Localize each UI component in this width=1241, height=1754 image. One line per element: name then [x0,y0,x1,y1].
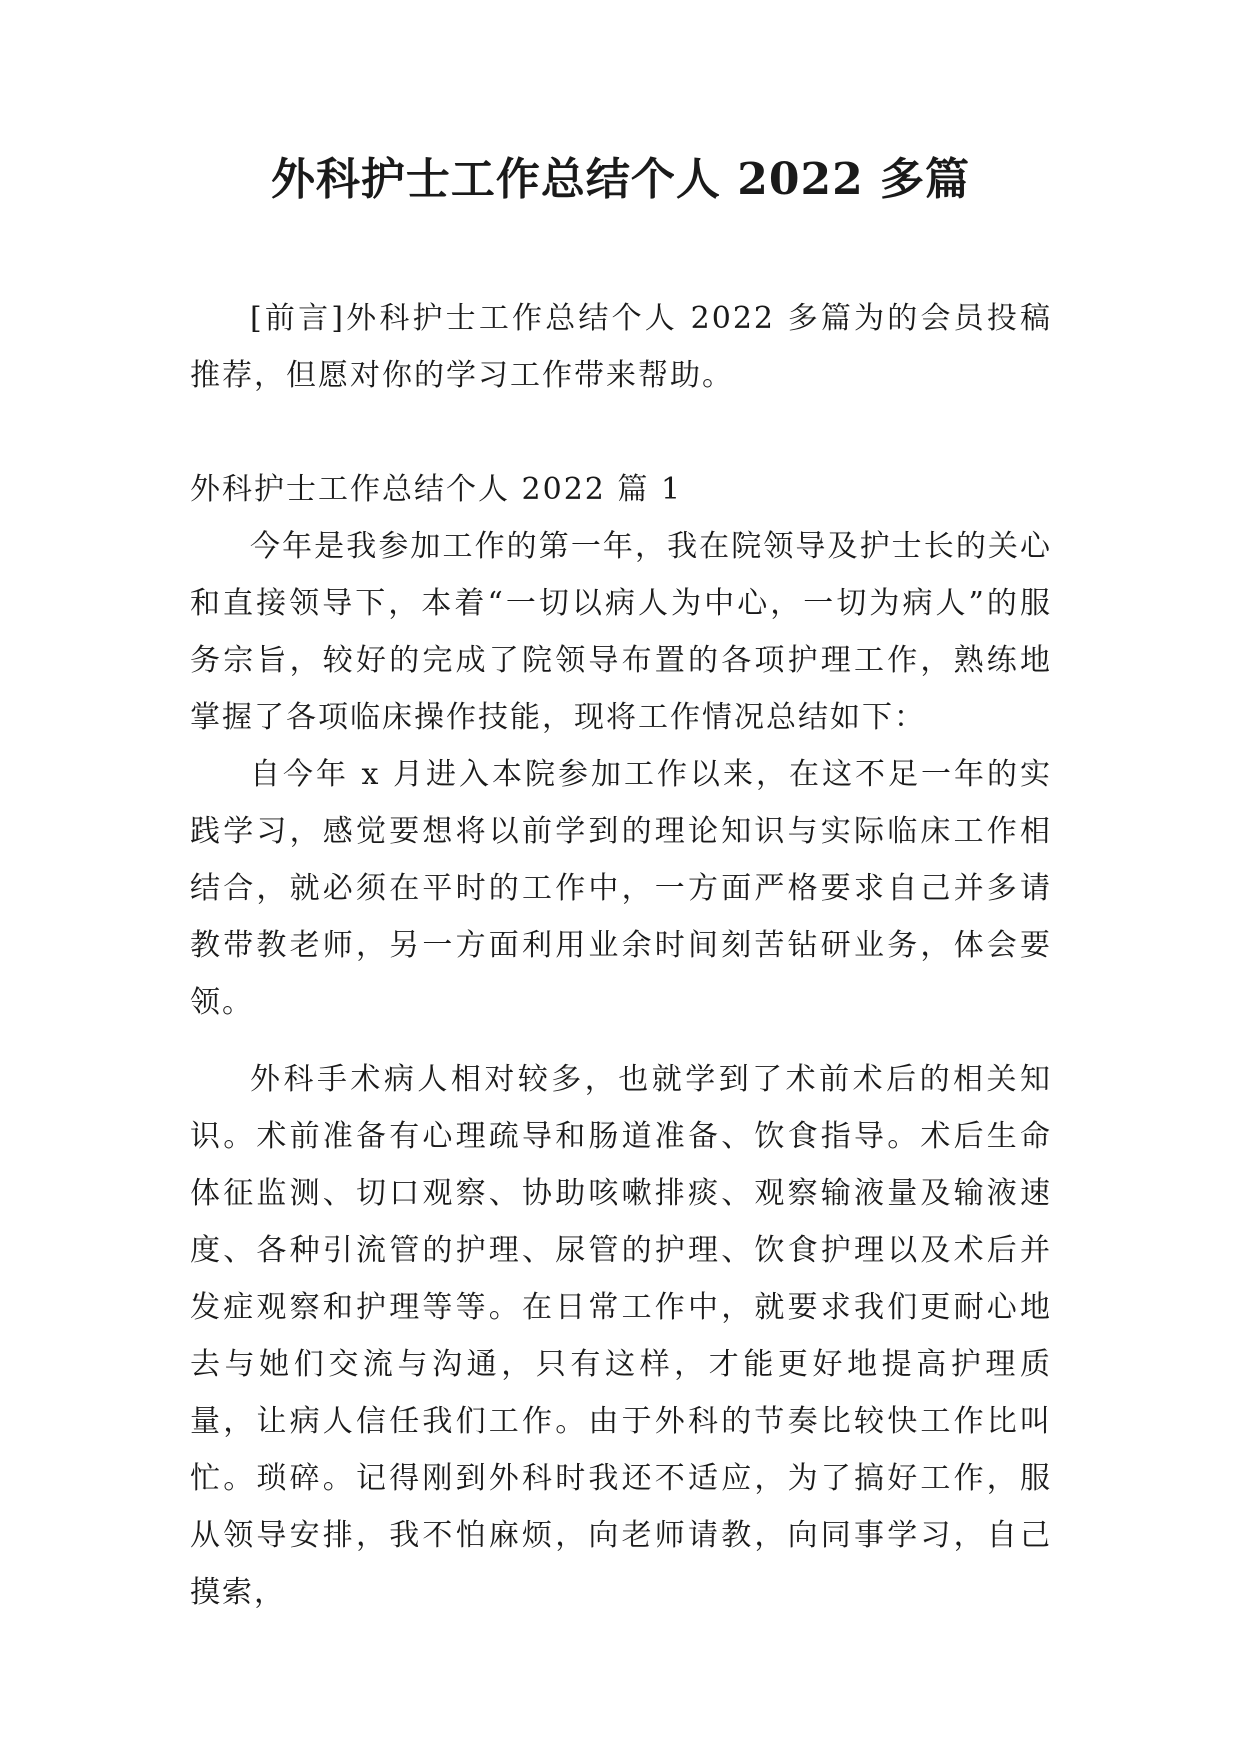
section-heading: 外科护士工作总结个人 2022 篇 1 [190,472,683,507]
body-paragraph-1: 今年是我参加工作的第一年，我在院领导及护士长的关心和直接领导下，本着“一切以病人为中心，一切为病人”的服务宗旨，较好的完成了院领导布置的各项护理工作，熟练地掌握了各项临床操作技能，现将工作情况总结如下： [190,529,1052,735]
document-body [190,290,1052,1621]
body-paragraph-2: 自今年 x 月进入本院参加工作以来，在这不足一年的实践学习，感觉要想将以前学到的理论知识与实际临床工作相结合，就必须在平时的工作中，一方面严格要求自己并多请教带教老师，另一方面利用业余时间刻苦钻研业务，体会要领。 [190,757,1052,1020]
preface-paragraph: [前言]外科护士工作总结个人 2022 多篇为的会员投稿推荐，但愿对你的学习工作带来帮助。 [190,301,1052,393]
body-paragraph-3: 外科手术病人相对较多，也就学到了术前术后的相关知识。术前准备有心理疏导和肠道准备、饮食指导。术后生命体征监测、切口观察、协助咳嗽排痰、观察输液量及输液速度、各种引流管的护理、尿管的护理、饮食护理以及术后并发症观察和护理等等。在日常工作中，就要求我们更耐心地去与她们交流与沟通，只有这样，才能更好地提高护理质量，让病人信任我们工作。由于外科的节奏比较快工作比叫忙。琐碎。记得刚到外科时我还不适应，为了搞好工作，服从领导安排，我不怕麻烦，向老师请教，向同事学习，自己摸索， [190,1062,1052,1610]
document-title: 外科护士工作总结个人 2022 多篇 [270,154,971,205]
